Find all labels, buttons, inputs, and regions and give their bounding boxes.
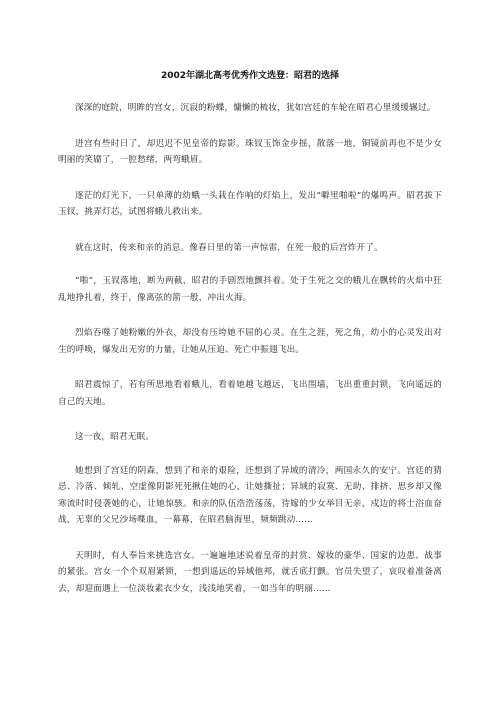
- paragraph-4: 就在这时，传来和亲的消息。像春日里的第一声惊雷，在死一般的后宫炸开了。: [75, 242, 383, 253]
- paragraph-8: 这一夜，昭君无眠。: [75, 432, 155, 442]
- paragraph-9: 她想到了宫廷的阴森，想到了和亲的艰险，还想到了异域的清冷，两国永久的安宁。宫廷的猜忌、冷落、倾轧、空虚像阴影死死揪住她的心，让她撕扯；异域的寂寞、无助、排挤、思乡却又像寒流时时侵袭她的心，让她惊骇。和亲的队伍浩浩荡荡，待嫁的少女举目无亲，戍边的将士浴血奋战，无辜的父兄沙场喋血，一幕幕，在昭君脑海里，频频跳动……: [58, 465, 442, 525]
- paragraph-1: 深深的庭院，明眸的宫女，沉寂的粉蝶，慵懒的梳妆，犹如宫廷的车轮在昭君心里缓缓辗过。: [75, 103, 436, 113]
- paragraph-5: “啪”，玉钗落地，断为两截，昭君的手剧烈地颤抖着。处于生死之交的蛾儿在飘转的火焰中狂乱地挣扎着，终于，像离弦的箭一般，冲出火海。: [58, 276, 442, 303]
- paragraph-10: 天明时，有人奉旨来挑选宫女。一遍遍地述说着皇帝的封赏、嫁妆的豪华、国家的边患、战事的紧张。宫女一个个双眉紧锁，一想到遥远的异域他邦，就舌底打颤。官员失望了，哀叹着准备离去，却迎面遇上一位淡妆素衣少女，浅浅地笑着，一如当年的明丽……: [58, 550, 442, 594]
- paragraph-3: 逐茫的灯光下，一只单薄的幼蛾一头栽在作响的灯焰上，发出“噼里啪啦”的爆鸣声。昭君拔下玉钗，挑弄灯芯，试图将蛾儿救出来。: [58, 190, 442, 217]
- paragraph-2: 进宫有些时日了，却迟迟不见皇帝的踪影。珠钗玉饰金步摇，散落一地，铜镜前再也不是少女明丽的笑靥了，一腔愁绪，两弯蛾眉。: [58, 138, 442, 165]
- paragraph-6: 烈焰吞噬了她粉嫩的外衣，却没有压垮她不屈的心灵。在生之涯，死之角，幼小的心灵发出对生的呼唤，爆发出无穷的力量，让她从压迫、死亡中振翅飞出。: [58, 328, 442, 355]
- document-title: 2002年湖北高考优秀作文选登：昭君的选择: [160, 71, 340, 81]
- paragraph-7: 昭君震惊了，若有所思地看着蛾儿，看着她越飞越远，飞出围墙，飞出重重封锁，飞向遥远的自己的天地。: [58, 380, 442, 407]
